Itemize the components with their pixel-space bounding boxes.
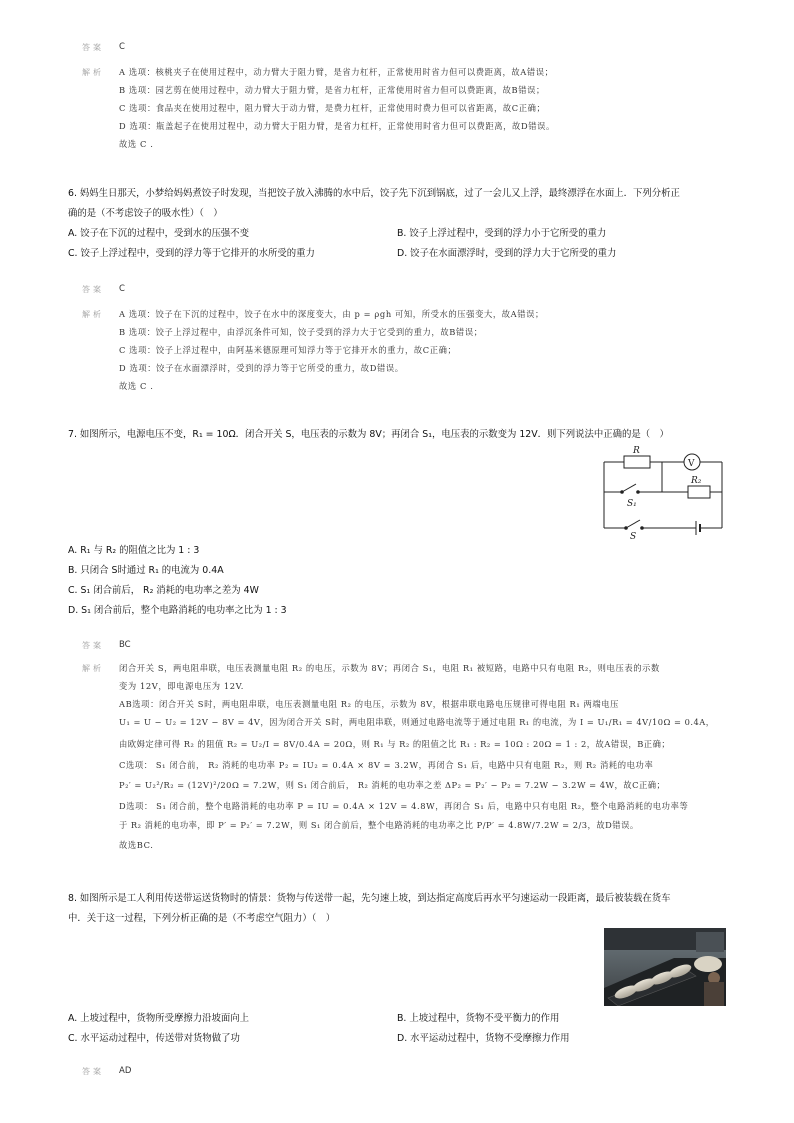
- q6-analysis-line: B 选项：饺子上浮过程中，由浮沉条件可知，饺子受到的浮力大于它受到的重力，故B错误；: [119, 327, 483, 337]
- q8-stem: 8. 如图所示是工人利用传送带运送货物时的情景：货物与传送带一起，先匀速上坡，到达指定高度后再水平匀速运动一段距离，最后被装载在货车: [68, 893, 671, 904]
- q5-answer: C: [119, 42, 125, 52]
- q7-analysis-line: D选项： S₁ 闭合前，整个电路消耗的电功率 P = IU = 0.4A × 12V = 4.8W，再闭合 S₁ 后，电路中只有电阻 R₂，整个电路消耗的电功率等: [119, 801, 689, 811]
- q5-analysis-line: 故选 C .: [119, 139, 154, 149]
- analysis-tag: 解析: [82, 68, 104, 77]
- q7-analysis-line: 由欧姆定律可得 R₂ 的阻值 R₂ = U₂/I = 8V/0.4A = 20Ω，则 R₁ 与 R₂ 的阻值之比 R₁ : R₂ = 10Ω : 20Ω = 1 : 2，故A错误，B正确；: [119, 739, 671, 749]
- q7-option-a[interactable]: A. R₁ 与 R₂ 的阻值之比为 1 : 3: [68, 545, 200, 556]
- switch-s1-blade: [622, 484, 636, 492]
- q6-analysis-line: A 选项：饺子在下沉的过程中，饺子在水中的深度变大，由 p = ρgh 可知，所受水的压强变大，故A错误；: [119, 309, 544, 319]
- q5-analysis-line: D 选项：瓶盖起子在使用过程中，动力臂大于阻力臂，是省力杠杆，正常使用时省力但可以费距离，故D错误。: [119, 121, 555, 131]
- answer-tag: 答案: [82, 285, 104, 294]
- q6-analysis-line: 故选 C .: [119, 381, 154, 391]
- analysis-tag: 解析: [82, 310, 104, 319]
- q7-analysis-line: 故选BC.: [119, 840, 154, 850]
- q7-analysis-line: 闭合开关 S，两电阻串联，电压表测量电阻 R₂ 的电压，示数为 8V；再闭合 S₁，电阻 R₁ 被短路，电路中只有电阻 R₂，则电压表的示数: [119, 663, 660, 673]
- label-s1: S₁: [627, 499, 637, 509]
- q7-option-b[interactable]: B. 只闭合 S时通过 R₁ 的电流为 0.4A: [68, 565, 224, 576]
- answer-tag: 答案: [82, 1067, 104, 1076]
- resistor-r2-symbol: [688, 486, 710, 498]
- q7-analysis-line: U₁ = U − U₂ = 12V − 8V = 4V，因为闭合开关 S时，两电阻串联，则通过电路电流等于通过电阻 R₁ 的电流，为 I = U₁/R₁ = 4V/10Ω = 0.4A，: [119, 717, 715, 727]
- label-s: S: [630, 532, 637, 540]
- label-r2: R₂: [691, 476, 702, 486]
- q7-analysis-line: C选项： S₁ 闭合前， R₂ 消耗的电功率 P₂ = IU₂ = 0.4A × 8V = 3.2W，再闭合 S₁ 后，电路中只有电阻 R₂，则 R₂ 消耗的电功率: [119, 760, 654, 770]
- q8-stem: 中．关于这一过程，下列分析正确的是（不考虑空气阻力）（ ）: [68, 913, 336, 924]
- answer-tag: 答案: [82, 641, 104, 650]
- q8-option-b[interactable]: B. 上坡过程中，货物不受平衡力的作用: [397, 1013, 560, 1024]
- q6-option-a[interactable]: A. 饺子在下沉的过程中，受到水的压强不变: [68, 228, 249, 239]
- q7-analysis-line: 变为 12V，即电源电压为 12V.: [119, 681, 245, 691]
- q6-analysis-line: D 选项：饺子在水面漂浮时，受到的浮力等于它所受的重力，故D错误。: [119, 363, 404, 373]
- q7-stem: 7. 如图所示，电源电压不变，R₁ = 10Ω．闭合开关 S，电压表的示数为 8V；再闭合 S₁，电压表的示数变为 12V．则下列说法中正确的是（ ）: [68, 429, 669, 440]
- q8-answer: AD: [119, 1066, 132, 1076]
- q6-option-d[interactable]: D. 饺子在水面漂浮时，受到的浮力大于它所受的重力: [397, 248, 617, 259]
- q5-analysis-line: C 选项：食品夹在使用过程中，阻力臂大于动力臂，是费力杠杆，正常使用时费力但可以省距离，故C正确；: [119, 103, 546, 113]
- q7-analysis-line: AB选项：闭合开关 S时，两电阻串联，电压表测量电阻 R₂ 的电压，示数为 8V，根据串联电路电压规律可得电阻 R₁ 两端电压: [119, 699, 620, 709]
- q5-analysis-line: A 选项：核桃夹子在使用过程中，动力臂大于阻力臂，是省力杠杆，正常使用时省力但可以费距离，故A错误；: [119, 67, 554, 77]
- label-r: R: [633, 446, 640, 456]
- switch-s-blade: [626, 520, 640, 528]
- q8-option-a[interactable]: A. 上坡过程中，货物所受摩擦力沿坡面向上: [68, 1013, 249, 1024]
- q8-option-d[interactable]: D. 水平运动过程中，货物不受摩擦力作用: [397, 1033, 570, 1044]
- q6-option-c[interactable]: C. 饺子上浮过程中，受到的浮力等于它排开的水所受的重力: [68, 248, 315, 259]
- q7-analysis-line: P₂′ = U₂²/R₂ = (12V)²/20Ω = 7.2W，则 S₁ 闭合前后， R₂ 消耗的电功率之差 ΔP₂ = P₂′ − P₂ = 7.2W − 3.2W = 4W，故C正确；: [119, 780, 666, 790]
- q6-stem: 确的是（不考虑饺子的吸水性）（ ）: [68, 208, 223, 219]
- resistor-r1-symbol: [624, 456, 650, 468]
- q8-option-c[interactable]: C. 水平运动过程中，传送带对货物做了功: [68, 1033, 240, 1044]
- q7-analysis-line: 于 R₂ 消耗的电功率，即 P′ = P₂′ = 7.2W，则 S₁ 闭合前后，整个电路消耗的电功率之比 P/P′ = 4.8W/7.2W = 2/3，故D错误。: [119, 820, 639, 830]
- label-v: V: [688, 459, 695, 469]
- q6-stem: 6. 妈妈生日那天，小梦给妈妈煮饺子时发现，当把饺子放入沸腾的水中后，饺子先下沉到锅底，过了一会儿又上浮，最终漂浮在水面上．下列分析正: [68, 188, 680, 199]
- q6-analysis-line: C 选项：饺子上浮过程中，由阿基米德原理可知浮力等于它排开水的重力，故C正确；: [119, 345, 457, 355]
- circuit-diagram: [596, 442, 730, 540]
- q7-option-d[interactable]: D. S₁ 闭合前后，整个电路消耗的电功率之比为 1 : 3: [68, 605, 287, 616]
- q7-answer: BC: [119, 640, 131, 650]
- answer-tag: 答案: [82, 43, 104, 52]
- conveyor-photo: [604, 928, 726, 1006]
- q7-option-c[interactable]: C. S₁ 闭合前后， R₂ 消耗的电功率之差为 4W: [68, 585, 259, 596]
- analysis-tag: 解析: [82, 664, 104, 673]
- q5-analysis-line: B 选项：园艺剪在使用过程中，动力臂大于阻力臂，是省力杠杆，正常使用时省力但可以费距离，故B错误；: [119, 85, 545, 95]
- q6-answer: C: [119, 284, 125, 294]
- q6-option-b[interactable]: B. 饺子上浮过程中，受到的浮力小于它所受的重力: [397, 228, 607, 239]
